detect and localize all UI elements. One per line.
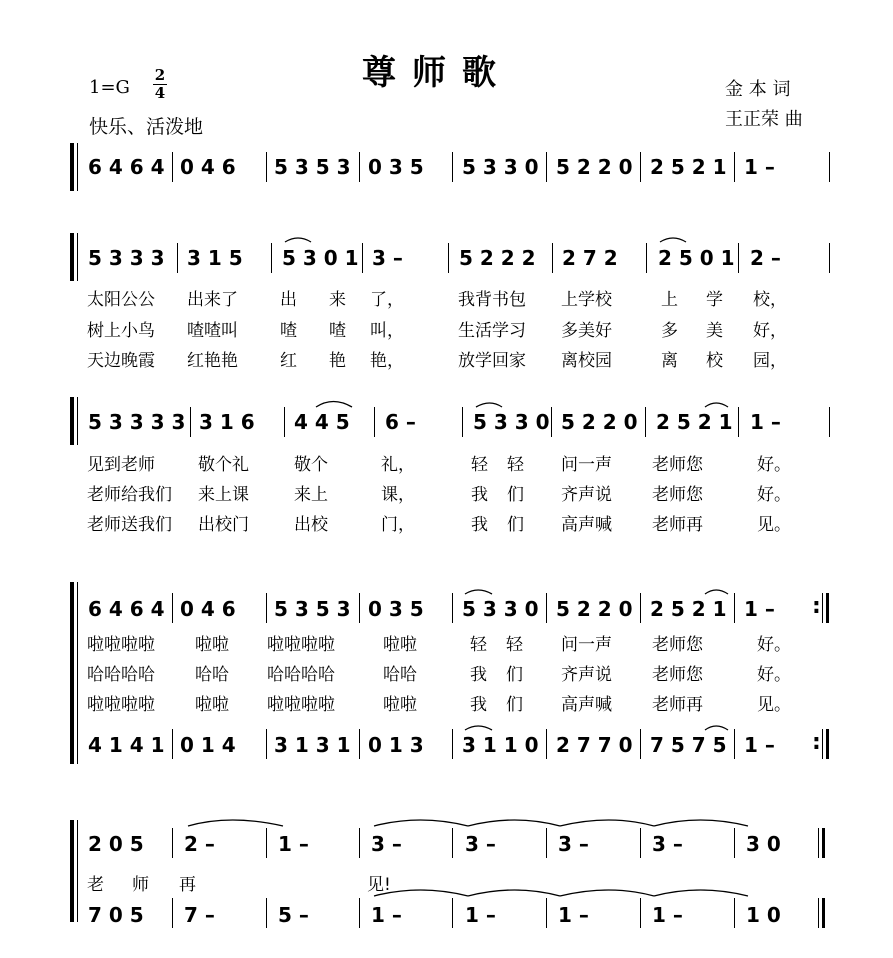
measure-8: 1 –	[744, 155, 775, 179]
measure-3: 5 3 5 3	[274, 155, 351, 179]
key-signature: 1=G	[89, 77, 130, 98]
measure-6: 5 2 2 0	[556, 597, 633, 621]
measure-8: 1 –	[750, 410, 781, 434]
measure-5: 5 3 3 0	[473, 410, 550, 434]
lower-measure-1: 7 0 5	[88, 903, 144, 927]
lower-measure-8: 1 0	[746, 903, 781, 927]
measure-2: 0 4 6	[180, 155, 236, 179]
measure-8: 1 –	[744, 597, 775, 621]
measure-4: 6 –	[385, 410, 416, 434]
measure-1: 5 3 3 3 3	[88, 410, 186, 434]
measure-4: 3 –	[371, 832, 402, 856]
measure-6: 3 –	[558, 832, 589, 856]
time-signature-top: 2	[154, 66, 166, 84]
lower-measure-5: 1 –	[465, 903, 496, 927]
measure-5: 5 3 3 0	[462, 155, 539, 179]
lower-measure-2: 0 1 4	[180, 733, 236, 757]
lower-measure-6: 1 –	[558, 903, 589, 927]
lower-measure-2: 7 –	[184, 903, 215, 927]
measure-7: 2 5 2 1	[656, 410, 733, 434]
tempo-marking: 快乐、活泼地	[89, 116, 204, 138]
measure-4: 0 3 5	[368, 597, 424, 621]
time-signature-bottom: 4	[154, 84, 166, 102]
measure-5: 5 2 2 2	[459, 246, 536, 270]
measure-8: 3 0	[746, 832, 781, 856]
lower-measure-6: 2 7 7 0	[556, 733, 633, 757]
measure-7: 2 5 2 1	[650, 155, 727, 179]
lower-measure-5: 3 1 1 0	[462, 733, 539, 757]
lower-measure-3: 3 1 3 1	[274, 733, 351, 757]
measure-2: 3 1 6	[199, 410, 255, 434]
measure-7: 2 5 0 1	[658, 246, 735, 270]
measure-6: 5 2 2 0	[561, 410, 638, 434]
measure-2: 3 1 5	[187, 246, 243, 270]
lower-measure-4: 1 –	[371, 903, 402, 927]
measure-8: 2 –	[750, 246, 781, 270]
measure-3: 5 3 0 1	[282, 246, 359, 270]
lower-measure-4: 0 1 3	[368, 733, 424, 757]
measure-2: 0 4 6	[180, 597, 236, 621]
measure-1: 5 3 3 3	[88, 246, 165, 270]
measure-7: 2 5 2 1	[650, 597, 727, 621]
measure-6: 2 7 2	[562, 246, 618, 270]
measure-4: 3 –	[372, 246, 403, 270]
song-title: 尊师歌	[362, 53, 512, 93]
measure-1: 6 4 6 4	[88, 597, 165, 621]
composer-credit: 王正荣 曲	[725, 109, 803, 130]
measure-4: 0 3 5	[368, 155, 424, 179]
measure-1: 6 4 6 4	[88, 155, 165, 179]
measure-3: 1 –	[278, 832, 309, 856]
measure-7: 3 –	[652, 832, 683, 856]
lower-measure-1: 4 1 4 1	[88, 733, 165, 757]
lower-measure-3: 5 –	[278, 903, 309, 927]
lower-measure-7: 1 –	[652, 903, 683, 927]
measure-6: 5 2 2 0	[556, 155, 633, 179]
measure-1: 2 0 5	[88, 832, 144, 856]
lyricist-credit: 金 本 词	[725, 79, 791, 100]
lower-measure-8: 1 –	[744, 733, 775, 757]
measure-5: 3 –	[465, 832, 496, 856]
measure-5: 5 3 3 0	[462, 597, 539, 621]
lower-measure-7: 7 5 7 5	[650, 733, 727, 757]
measure-3: 5 3 5 3	[274, 597, 351, 621]
measure-2: 2 –	[184, 832, 215, 856]
measure-3: 4 4 5	[294, 410, 350, 434]
